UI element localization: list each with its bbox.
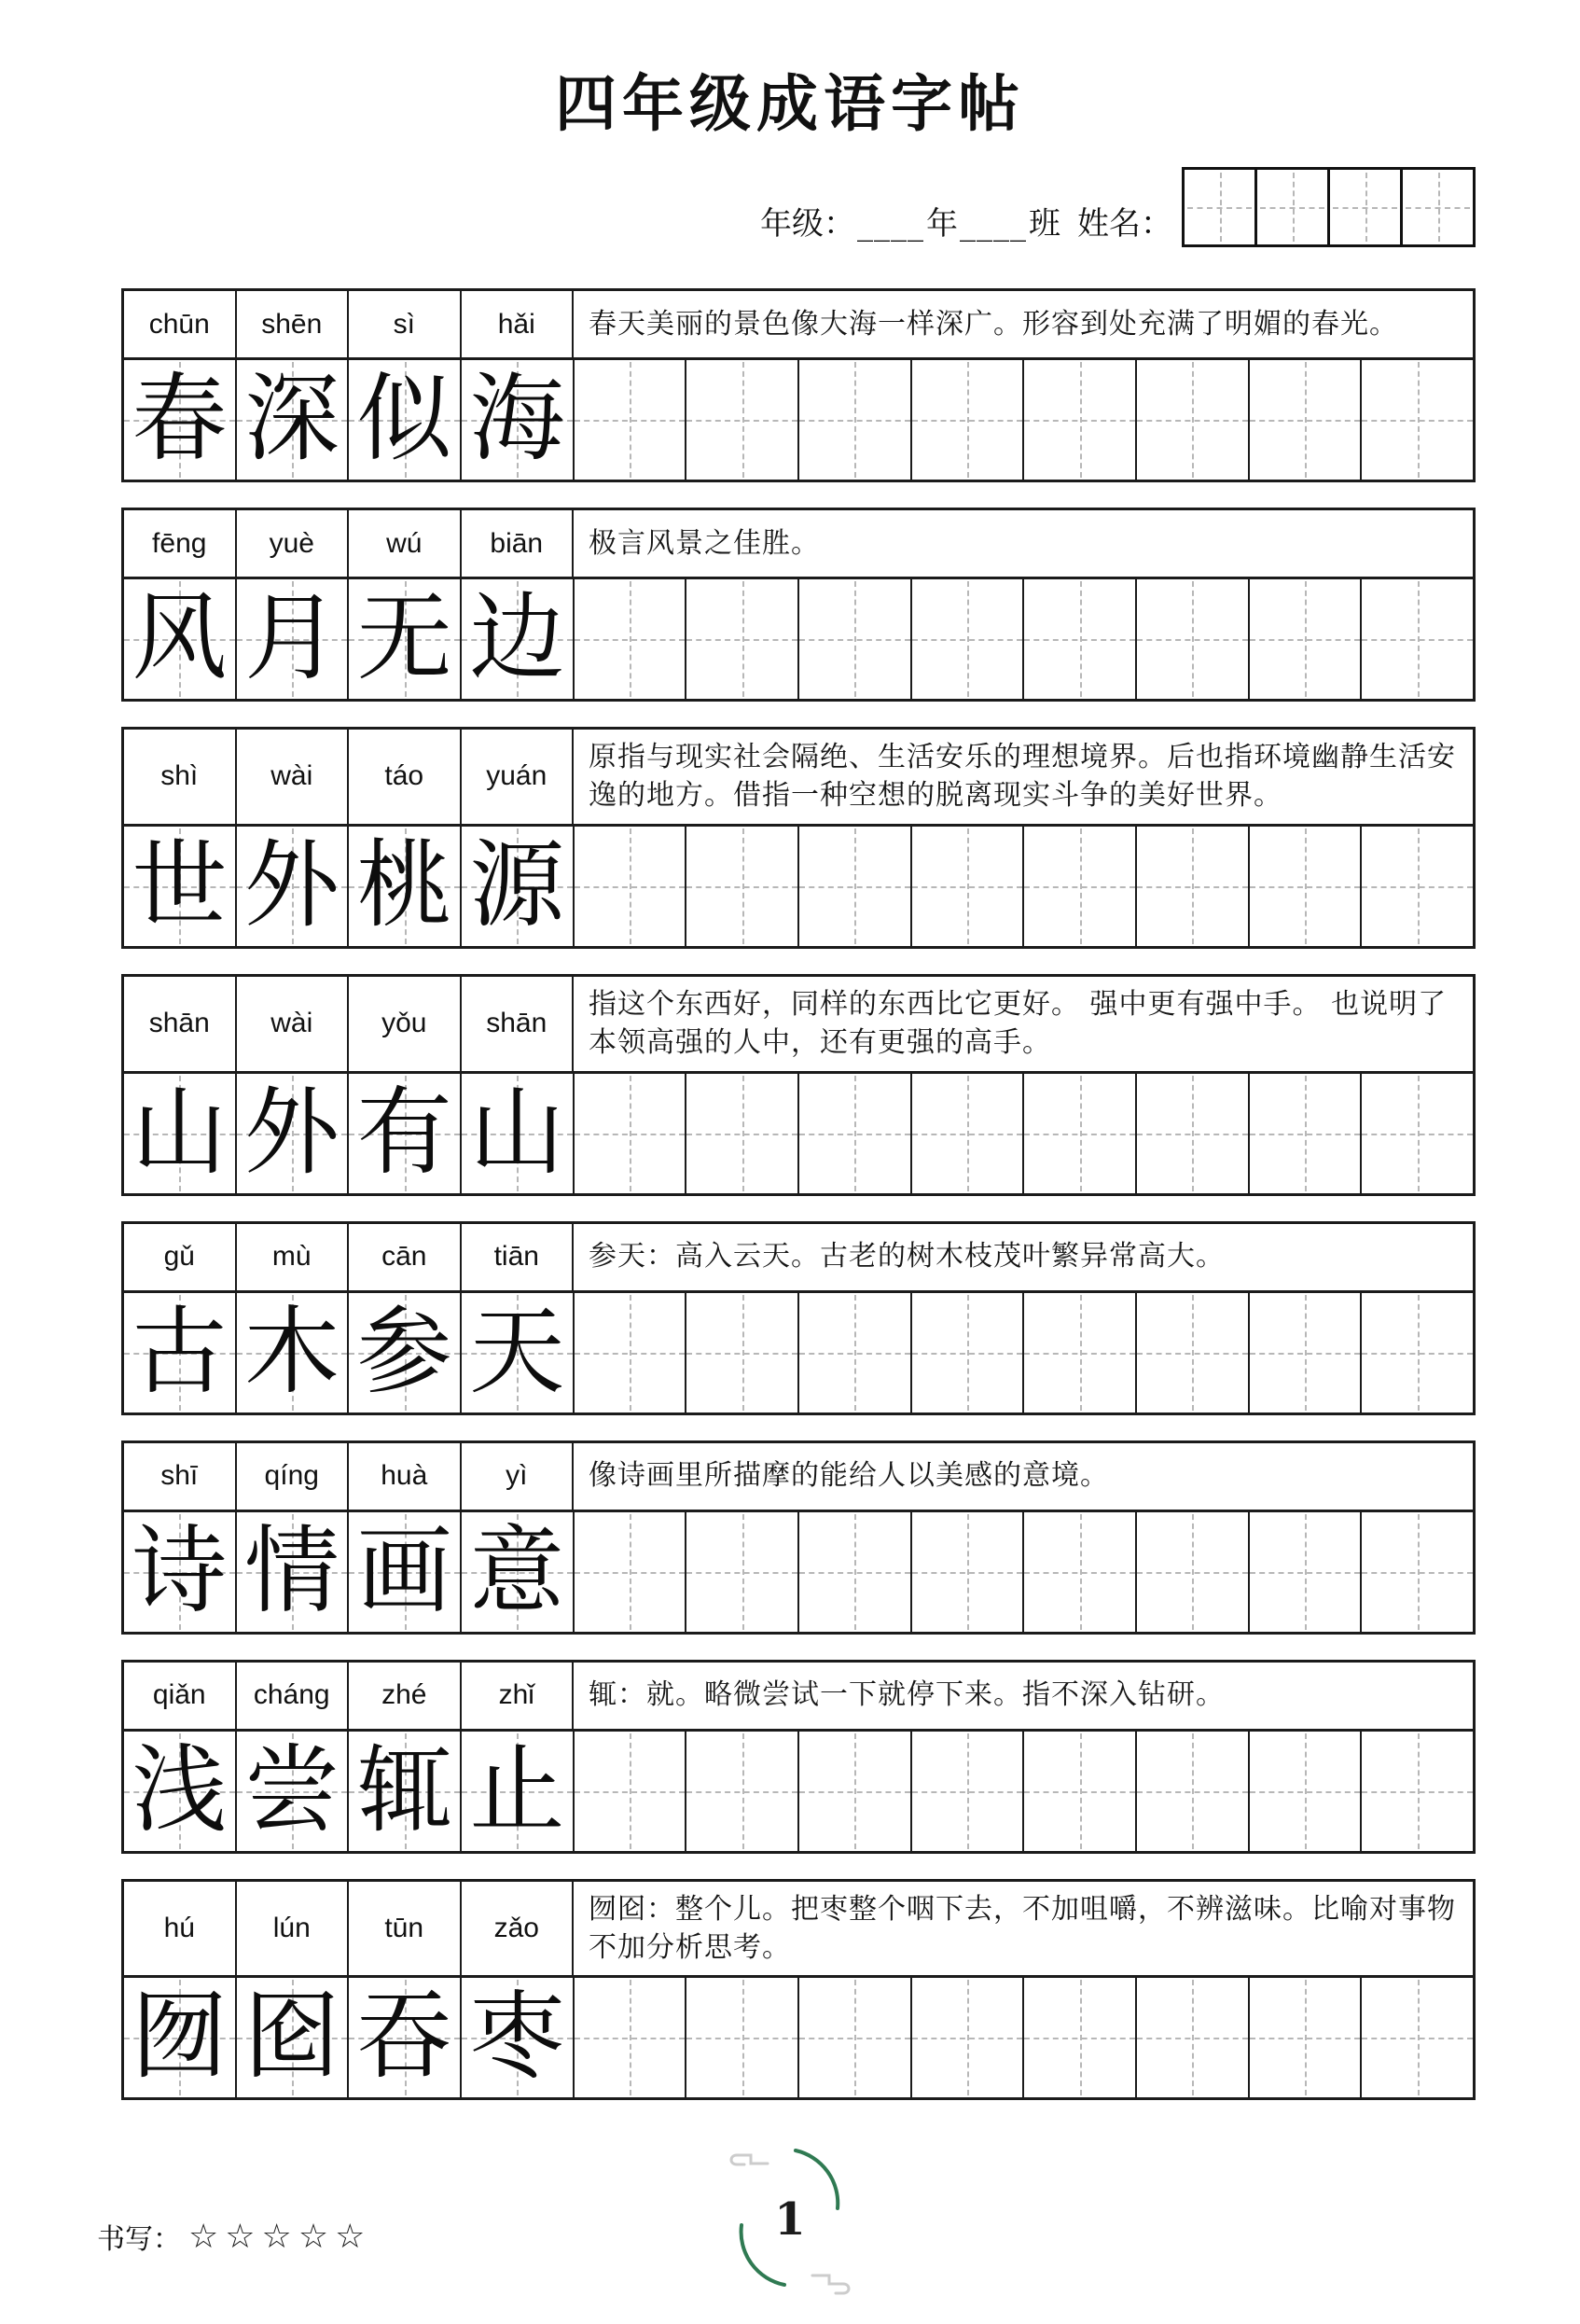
character-cell xyxy=(124,1293,237,1412)
writing-rating xyxy=(97,2216,371,2257)
idiom-character: 尝 xyxy=(244,1734,340,1846)
practice-cell xyxy=(1250,1074,1363,1193)
pinyin-definition-row xyxy=(121,1879,1476,1976)
pinyin-cell: zhé xyxy=(349,1663,462,1729)
pinyin-cell: tūn xyxy=(349,1882,462,1976)
page-title: 四年级成语字帖 xyxy=(555,67,1025,140)
practice-cell xyxy=(1137,1978,1250,2097)
name-box[interactable] xyxy=(1400,167,1476,247)
grade-blank-field[interactable]: ____ xyxy=(857,205,924,243)
character-cell xyxy=(124,1074,237,1193)
student-info-text xyxy=(760,198,1172,247)
practice-cell xyxy=(1024,1512,1137,1632)
definition-text: 极言风景之佳胜。 xyxy=(589,526,820,560)
character-cell xyxy=(237,1074,350,1193)
character-cell xyxy=(237,1293,350,1412)
pinyin-cell: huà xyxy=(349,1443,462,1510)
practice-cell xyxy=(912,1978,1025,2097)
pinyin-cell: yuán xyxy=(462,730,575,824)
student-info-line xyxy=(0,167,1476,247)
idiom-character: 边 xyxy=(469,583,565,694)
idiom-character: 月 xyxy=(244,583,340,694)
practice-cell xyxy=(799,827,912,946)
character-cell xyxy=(462,1732,575,1851)
idiom-character: 参 xyxy=(356,1296,452,1408)
practice-cell xyxy=(1362,1512,1473,1632)
name-box[interactable] xyxy=(1254,167,1330,247)
practice-cell xyxy=(1362,579,1473,699)
practice-cell xyxy=(1362,360,1473,480)
practice-cell xyxy=(1024,827,1137,946)
practice-cell xyxy=(575,827,687,946)
idiom-character: 情 xyxy=(244,1515,340,1627)
name-box[interactable] xyxy=(1182,167,1257,247)
idiom-character: 海 xyxy=(469,364,565,475)
pinyin-cell: zhǐ xyxy=(462,1663,575,1729)
character-cell xyxy=(462,827,575,946)
practice-cell xyxy=(912,1293,1025,1412)
character-cell xyxy=(462,579,575,699)
character-practice-row xyxy=(121,1729,1476,1854)
pinyin-cell: qiǎn xyxy=(124,1663,237,1729)
idiom-character: 山 xyxy=(469,1077,565,1189)
idiom-character: 古 xyxy=(132,1296,228,1408)
practice-cell xyxy=(575,1293,687,1412)
practice-cell xyxy=(686,1074,799,1193)
name-write-grid[interactable] xyxy=(1182,167,1476,247)
pinyin-cell: wài xyxy=(237,730,350,824)
practice-cell xyxy=(1137,1732,1250,1851)
character-cell xyxy=(124,1978,237,2097)
idiom-character: 深 xyxy=(244,364,340,475)
practice-cell xyxy=(1024,1978,1137,2097)
character-cell xyxy=(124,827,237,946)
practice-cell xyxy=(1250,1978,1363,2097)
practice-cell xyxy=(575,1074,687,1193)
character-cell xyxy=(237,1978,350,2097)
idiom-row xyxy=(121,1879,1476,2101)
practice-cell xyxy=(575,579,687,699)
practice-cell xyxy=(1024,360,1137,480)
practice-cell xyxy=(575,360,687,480)
definition-text: 春天美丽的景色像大海一样深广。形容到处充满了明媚的春光。 xyxy=(589,307,1398,341)
pinyin-cell: yuè xyxy=(237,510,350,577)
pinyin-cell: shī xyxy=(124,1443,237,1510)
practice-cell xyxy=(686,1732,799,1851)
page-footer xyxy=(0,2128,1580,2324)
pinyin-cell: qíng xyxy=(237,1443,350,1510)
name-box[interactable] xyxy=(1327,167,1403,247)
practice-cell xyxy=(1137,360,1250,480)
pinyin-cell: zǎo xyxy=(462,1882,575,1976)
idiom-character: 山 xyxy=(132,1077,228,1189)
pinyin-cell: tiān xyxy=(462,1224,575,1290)
idiom-character: 有 xyxy=(356,1077,452,1189)
character-cell xyxy=(349,1293,462,1412)
idiom-character: 浅 xyxy=(132,1734,228,1846)
character-cell xyxy=(237,360,350,480)
idiom-row xyxy=(121,974,1476,1196)
character-cell xyxy=(124,579,237,699)
practice-cell xyxy=(799,360,912,480)
page-number-medallion xyxy=(715,2134,865,2305)
character-cell xyxy=(462,1978,575,2097)
practice-cell xyxy=(686,360,799,480)
practice-cell xyxy=(1362,827,1473,946)
pinyin-cell: shēn xyxy=(237,291,350,357)
idiom-character: 无 xyxy=(356,583,452,694)
idiom-row xyxy=(121,1440,1476,1635)
character-cell xyxy=(237,579,350,699)
idiom-row xyxy=(121,508,1476,702)
practice-cell xyxy=(912,827,1025,946)
pinyin-cell: chūn xyxy=(124,291,237,357)
pinyin-cell: biān xyxy=(462,510,575,577)
character-cell xyxy=(462,1512,575,1632)
practice-cell xyxy=(799,1074,912,1193)
practice-cell xyxy=(912,1074,1025,1193)
character-cell xyxy=(349,1978,462,2097)
idiom-character: 外 xyxy=(244,1077,340,1189)
practice-cell xyxy=(1137,1512,1250,1632)
idiom-character: 源 xyxy=(469,829,565,941)
practice-cell xyxy=(799,1512,912,1632)
character-cell xyxy=(237,1732,350,1851)
practice-cell xyxy=(912,579,1025,699)
idiom-character: 世 xyxy=(132,829,228,941)
idiom-character: 意 xyxy=(469,1515,565,1627)
pinyin-cell: cháng xyxy=(237,1663,350,1729)
practice-cell xyxy=(686,1978,799,2097)
practice-cell xyxy=(686,1512,799,1632)
practice-cell xyxy=(1362,1732,1473,1851)
character-cell xyxy=(349,1512,462,1632)
pinyin-definition-row xyxy=(121,288,1476,357)
practice-cell xyxy=(575,1512,687,1632)
definition-text: 原指与现实社会隔绝、生活安乐的理想境界。后也指环境幽静生活安逸的地方。借指一种空想的脱离现实斗争的美好世界。 xyxy=(589,741,1456,813)
grade-label: 年级： xyxy=(760,205,855,243)
character-practice-row xyxy=(121,357,1476,482)
character-cell xyxy=(462,1293,575,1412)
definition-text: 辄：就。略微尝试一下就停下来。指不深入钻研。 xyxy=(589,1678,1225,1712)
pinyin-cell: shì xyxy=(124,730,237,824)
character-practice-row xyxy=(121,824,1476,949)
practice-cell xyxy=(799,1978,912,2097)
character-practice-row xyxy=(121,1290,1476,1415)
practice-cell xyxy=(912,1732,1025,1851)
practice-cell xyxy=(1024,1293,1137,1412)
page-ornament-icon xyxy=(715,2134,865,2305)
pinyin-cell: yì xyxy=(462,1443,575,1510)
idiom-character: 春 xyxy=(132,364,228,475)
class-blank-field[interactable]: ____ xyxy=(960,205,1027,243)
idiom-character: 枣 xyxy=(469,1982,565,2094)
pinyin-cell: shān xyxy=(124,977,237,1071)
name-label: 姓名： xyxy=(1077,205,1172,243)
definition-text: 囫囵：整个儿。把枣整个咽下去，不加咀嚼，不辨滋味。比喻对事物不加分析思考。 xyxy=(589,1892,1456,1964)
practice-cell xyxy=(1024,1732,1137,1851)
practice-cell xyxy=(1362,1074,1473,1193)
pinyin-cell: hǎi xyxy=(462,291,575,357)
pinyin-cell: yǒu xyxy=(349,977,462,1071)
practice-cell xyxy=(1137,1074,1250,1193)
practice-cell xyxy=(575,1978,687,2097)
character-cell xyxy=(237,827,350,946)
idiom-character: 囫 xyxy=(132,1982,228,2094)
idiom-character: 外 xyxy=(244,829,340,941)
practice-cell xyxy=(799,579,912,699)
idiom-row xyxy=(121,1660,1476,1854)
idiom-character: 诗 xyxy=(132,1515,228,1627)
practice-cell xyxy=(1024,579,1137,699)
character-cell xyxy=(124,1512,237,1632)
page-number: 1 xyxy=(774,2193,806,2247)
character-cell xyxy=(349,827,462,946)
character-cell xyxy=(462,1074,575,1193)
pinyin-cell: shān xyxy=(462,977,575,1071)
pinyin-cell: mù xyxy=(237,1224,350,1290)
idiom-character: 桃 xyxy=(356,829,452,941)
pinyin-cell: fēng xyxy=(124,510,237,577)
character-cell xyxy=(124,1732,237,1851)
pinyin-cell: wài xyxy=(237,977,350,1071)
pinyin-cell: wú xyxy=(349,510,462,577)
idiom-character: 似 xyxy=(356,364,452,475)
practice-cell xyxy=(1137,579,1250,699)
pinyin-definition-row xyxy=(121,1221,1476,1290)
practice-cell xyxy=(1137,1293,1250,1412)
practice-cell xyxy=(1250,1293,1363,1412)
practice-cell xyxy=(1362,1293,1473,1412)
practice-cell xyxy=(1362,1978,1473,2097)
pinyin-cell: hú xyxy=(124,1882,237,1976)
pinyin-definition-row xyxy=(121,1660,1476,1729)
idiom-character: 吞 xyxy=(356,1982,452,2094)
character-cell xyxy=(462,360,575,480)
definition-text: 参天：高入云天。古老的树木枝茂叶繁异常高大。 xyxy=(589,1240,1225,1273)
practice-cell xyxy=(1250,579,1363,699)
character-practice-row xyxy=(121,1975,1476,2100)
character-cell xyxy=(349,1074,462,1193)
practice-cell xyxy=(799,1732,912,1851)
idiom-row xyxy=(121,1221,1476,1415)
practice-cell xyxy=(912,1512,1025,1632)
idiom-character: 风 xyxy=(132,583,228,694)
idiom-row xyxy=(121,288,1476,482)
character-practice-row xyxy=(121,577,1476,702)
practice-cell xyxy=(912,360,1025,480)
practice-cell xyxy=(686,827,799,946)
pinyin-cell: táo xyxy=(349,730,462,824)
character-cell xyxy=(237,1512,350,1632)
idiom-character: 辄 xyxy=(356,1734,452,1846)
rating-label: 书写： xyxy=(97,2223,181,2257)
character-cell xyxy=(349,360,462,480)
practice-cell xyxy=(1250,1512,1363,1632)
pinyin-definition-row xyxy=(121,508,1476,577)
pinyin-cell: gǔ xyxy=(124,1224,237,1290)
character-cell xyxy=(349,579,462,699)
character-practice-row xyxy=(121,1071,1476,1196)
idiom-row xyxy=(121,727,1476,949)
practice-cell xyxy=(686,1293,799,1412)
class-suffix: 班 xyxy=(1029,205,1060,243)
idiom-rows xyxy=(121,288,1476,2100)
idiom-character: 木 xyxy=(244,1296,340,1408)
pinyin-definition-row xyxy=(121,974,1476,1071)
practice-cell xyxy=(1137,827,1250,946)
practice-cell xyxy=(799,1293,912,1412)
year-suffix: 年 xyxy=(926,205,958,243)
pinyin-definition-row xyxy=(121,1440,1476,1510)
pinyin-cell: sì xyxy=(349,291,462,357)
practice-cell xyxy=(1024,1074,1137,1193)
character-practice-row xyxy=(121,1510,1476,1635)
pinyin-cell: lún xyxy=(237,1882,350,1976)
rating-stars[interactable]: ☆☆☆☆☆ xyxy=(188,2217,372,2256)
definition-text: 指这个东西好，同样的东西比它更好。 强中更有强中手。 也说明了本领高强的人中，还有更强的高手。 xyxy=(589,987,1448,1060)
idiom-character: 囵 xyxy=(244,1982,340,2094)
pinyin-cell: cān xyxy=(349,1224,462,1290)
practice-cell xyxy=(575,1732,687,1851)
idiom-character: 止 xyxy=(469,1734,565,1846)
character-cell xyxy=(124,360,237,480)
idiom-character: 天 xyxy=(469,1296,565,1408)
character-cell xyxy=(349,1732,462,1851)
idiom-character: 画 xyxy=(356,1515,452,1627)
practice-cell xyxy=(1250,1732,1363,1851)
practice-cell xyxy=(1250,360,1363,480)
definition-text: 像诗画里所描摩的能给人以美感的意境。 xyxy=(589,1459,1109,1493)
pinyin-definition-row xyxy=(121,727,1476,824)
practice-cell xyxy=(686,579,799,699)
practice-cell xyxy=(1250,827,1363,946)
